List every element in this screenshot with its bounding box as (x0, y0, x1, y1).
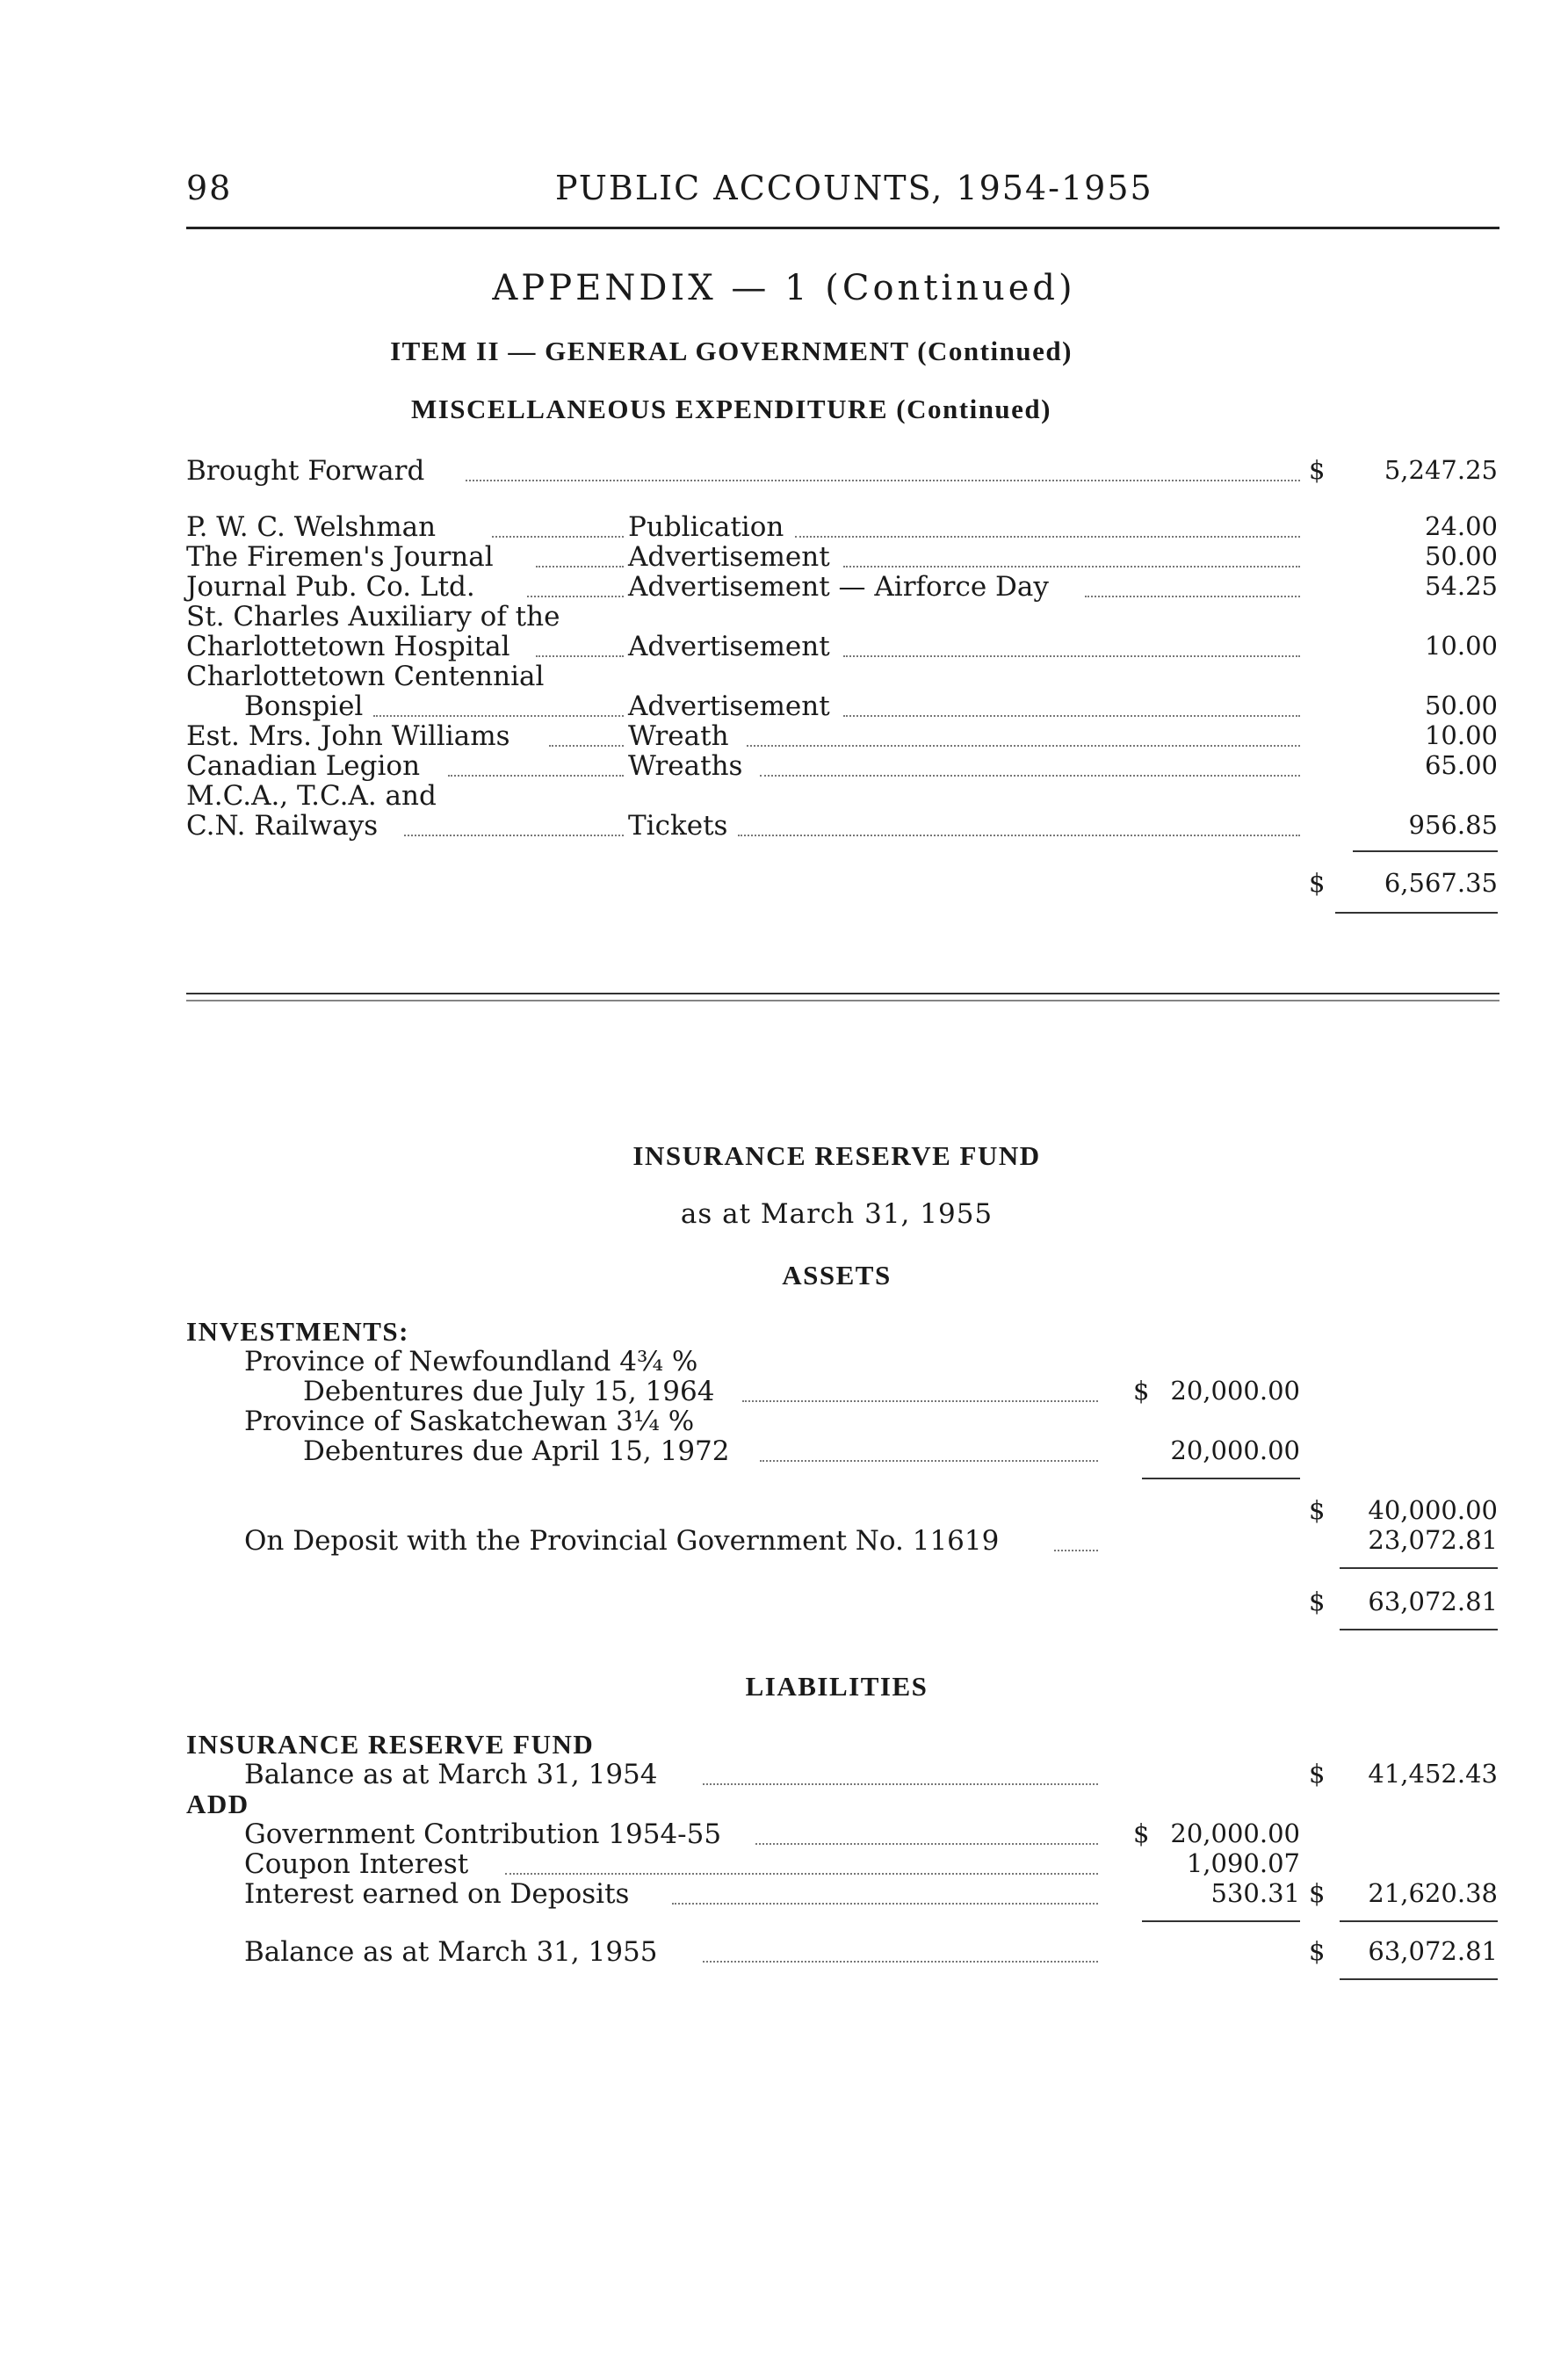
balance-1954-amount: 41,452.43 (1368, 1759, 1498, 1789)
gov-contribution-amount: 20,000.00 (1170, 1818, 1300, 1848)
currency-symbol: $ (1133, 1376, 1150, 1406)
leader-dots (747, 745, 1300, 747)
page-number: 98 (186, 169, 233, 207)
header-rule (186, 227, 1499, 229)
fund-date: as at March 31, 1955 (680, 1198, 994, 1230)
entry-payee: M.C.A., T.C.A. and (186, 780, 437, 812)
investment-detail: Debentures due April 15, 1972 (303, 1435, 730, 1467)
leader-dots (549, 745, 624, 747)
total-rule (1340, 1629, 1498, 1630)
currency-symbol: $ (1309, 1936, 1326, 1966)
leader-dots (466, 480, 1300, 481)
investments-total: 40,000.00 (1368, 1495, 1498, 1525)
entry-payee-continued: Bonspiel (244, 690, 364, 722)
leader-dots (1054, 1550, 1098, 1551)
entry-payee: Charlottetown Centennial (186, 661, 545, 692)
entry-amount: 54.25 (1424, 571, 1498, 601)
entry-payee-continued: Charlottetown Hospital (186, 631, 510, 662)
entry-purpose: Publication (628, 511, 784, 543)
leader-dots (742, 1400, 1098, 1402)
leader-dots (843, 715, 1300, 717)
currency-symbol: $ (1133, 1818, 1150, 1848)
assets-heading: ASSETS (782, 1260, 892, 1290)
currency-symbol: $ (1309, 1878, 1326, 1908)
gov-contribution-label: Government Contribution 1954-55 (244, 1818, 722, 1850)
investment-name: Province of Saskatchewan 3¼ % (244, 1406, 695, 1437)
coupon-interest-amount: 1,090.07 (1186, 1848, 1300, 1878)
leader-dots (1085, 596, 1300, 597)
entry-purpose: Tickets (628, 810, 728, 842)
subtotal-rule (1142, 1920, 1300, 1922)
section-heading: MISCELLANEOUS EXPENDITURE (Continued) (410, 394, 1051, 424)
entry-amount: 10.00 (1424, 631, 1498, 661)
entry-amount: 24.00 (1424, 511, 1498, 541)
balance-1954-label: Balance as at March 31, 1954 (244, 1759, 658, 1790)
currency-symbol: $ (1309, 1495, 1326, 1525)
add-label: ADD (186, 1789, 249, 1819)
entry-payee-continued: C.N. Railways (186, 810, 379, 842)
appendix-title: APPENDIX — 1 (Continued) (492, 268, 1076, 308)
entry-payee: P. W. C. Welshman (186, 511, 437, 543)
section-divider (186, 1000, 1499, 1001)
fund-label: INSURANCE RESERVE FUND (186, 1729, 595, 1760)
entry-payee: Canadian Legion (186, 750, 421, 782)
total-rule (1335, 912, 1498, 914)
entry-amount: 10.00 (1424, 720, 1498, 750)
entry-purpose: Advertisement (628, 631, 830, 662)
fund-title: INSURANCE RESERVE FUND (632, 1140, 1041, 1171)
leader-dots (703, 1961, 1098, 1963)
leader-dots (448, 775, 624, 777)
leader-dots (760, 775, 1300, 777)
item-heading: ITEM II — GENERAL GOVERNMENT (Continued) (390, 336, 1073, 366)
additions-total: 21,620.38 (1368, 1878, 1498, 1908)
subtotal-rule (1142, 1478, 1300, 1479)
leader-dots (755, 1843, 1098, 1845)
leader-dots (527, 596, 624, 597)
investment-amount: 20,000.00 (1170, 1376, 1300, 1406)
subtotal-rule (1340, 1567, 1498, 1569)
brought-forward-amount: 5,247.25 (1384, 455, 1498, 485)
leader-dots (404, 835, 624, 836)
deposit-label: On Deposit with the Provincial Government No. 11619 (244, 1525, 1000, 1557)
entry-payee: Est. Mrs. John Williams (186, 720, 510, 752)
leader-dots (795, 536, 1300, 538)
currency-symbol: $ (1309, 455, 1326, 485)
entry-amount: 956.85 (1408, 810, 1498, 840)
leader-dots (492, 536, 624, 538)
entry-purpose: Wreath (628, 720, 729, 752)
leader-dots (843, 566, 1300, 568)
appendix-total: 6,567.35 (1384, 868, 1498, 898)
leader-dots (536, 566, 624, 568)
entry-payee: St. Charles Auxiliary of the (186, 601, 560, 633)
leader-dots (505, 1873, 1098, 1875)
leader-dots (843, 655, 1300, 657)
entry-purpose: Advertisement (628, 690, 830, 722)
leader-dots (703, 1783, 1098, 1785)
leader-dots (760, 1460, 1098, 1462)
total-rule (1340, 1978, 1498, 1980)
entry-amount: 50.00 (1424, 690, 1498, 720)
leader-dots (672, 1903, 1098, 1905)
investment-detail: Debentures due July 15, 1964 (303, 1376, 715, 1407)
currency-symbol: $ (1309, 1587, 1326, 1616)
entry-purpose: Advertisement — Airforce Day (628, 571, 1049, 603)
investment-amount: 20,000.00 (1170, 1435, 1300, 1465)
leader-dots (536, 655, 624, 657)
balance-1955-label: Balance as at March 31, 1955 (244, 1936, 658, 1968)
investments-label: INVESTMENTS: (186, 1316, 409, 1347)
investment-name: Province of Newfoundland 4¾ % (244, 1346, 698, 1377)
subtotal-rule (1340, 1920, 1498, 1922)
liabilities-heading: LIABILITIES (745, 1671, 929, 1702)
deposit-amount: 23,072.81 (1368, 1525, 1498, 1555)
leader-dots (373, 715, 624, 717)
page-header-title: PUBLIC ACCOUNTS, 1954-1955 (555, 169, 1153, 207)
entry-payee: Journal Pub. Co. Ltd. (186, 571, 475, 603)
entry-purpose: Wreaths (628, 750, 743, 782)
entry-amount: 50.00 (1424, 541, 1498, 571)
leader-dots (738, 835, 1300, 836)
interest-deposits-label: Interest earned on Deposits (244, 1878, 630, 1910)
currency-symbol: $ (1309, 868, 1326, 898)
entry-purpose: Advertisement (628, 541, 830, 573)
section-divider (186, 993, 1499, 994)
entry-amount: 65.00 (1424, 750, 1498, 780)
coupon-interest-label: Coupon Interest (244, 1848, 469, 1880)
interest-deposits-amount: 530.31 (1210, 1878, 1300, 1908)
entry-payee: The Firemen's Journal (186, 541, 494, 573)
currency-symbol: $ (1309, 1759, 1326, 1789)
balance-1955-amount: 63,072.81 (1368, 1936, 1498, 1966)
brought-forward-label: Brought Forward (186, 455, 425, 487)
assets-total: 63,072.81 (1368, 1587, 1498, 1616)
total-rule (1353, 850, 1498, 852)
